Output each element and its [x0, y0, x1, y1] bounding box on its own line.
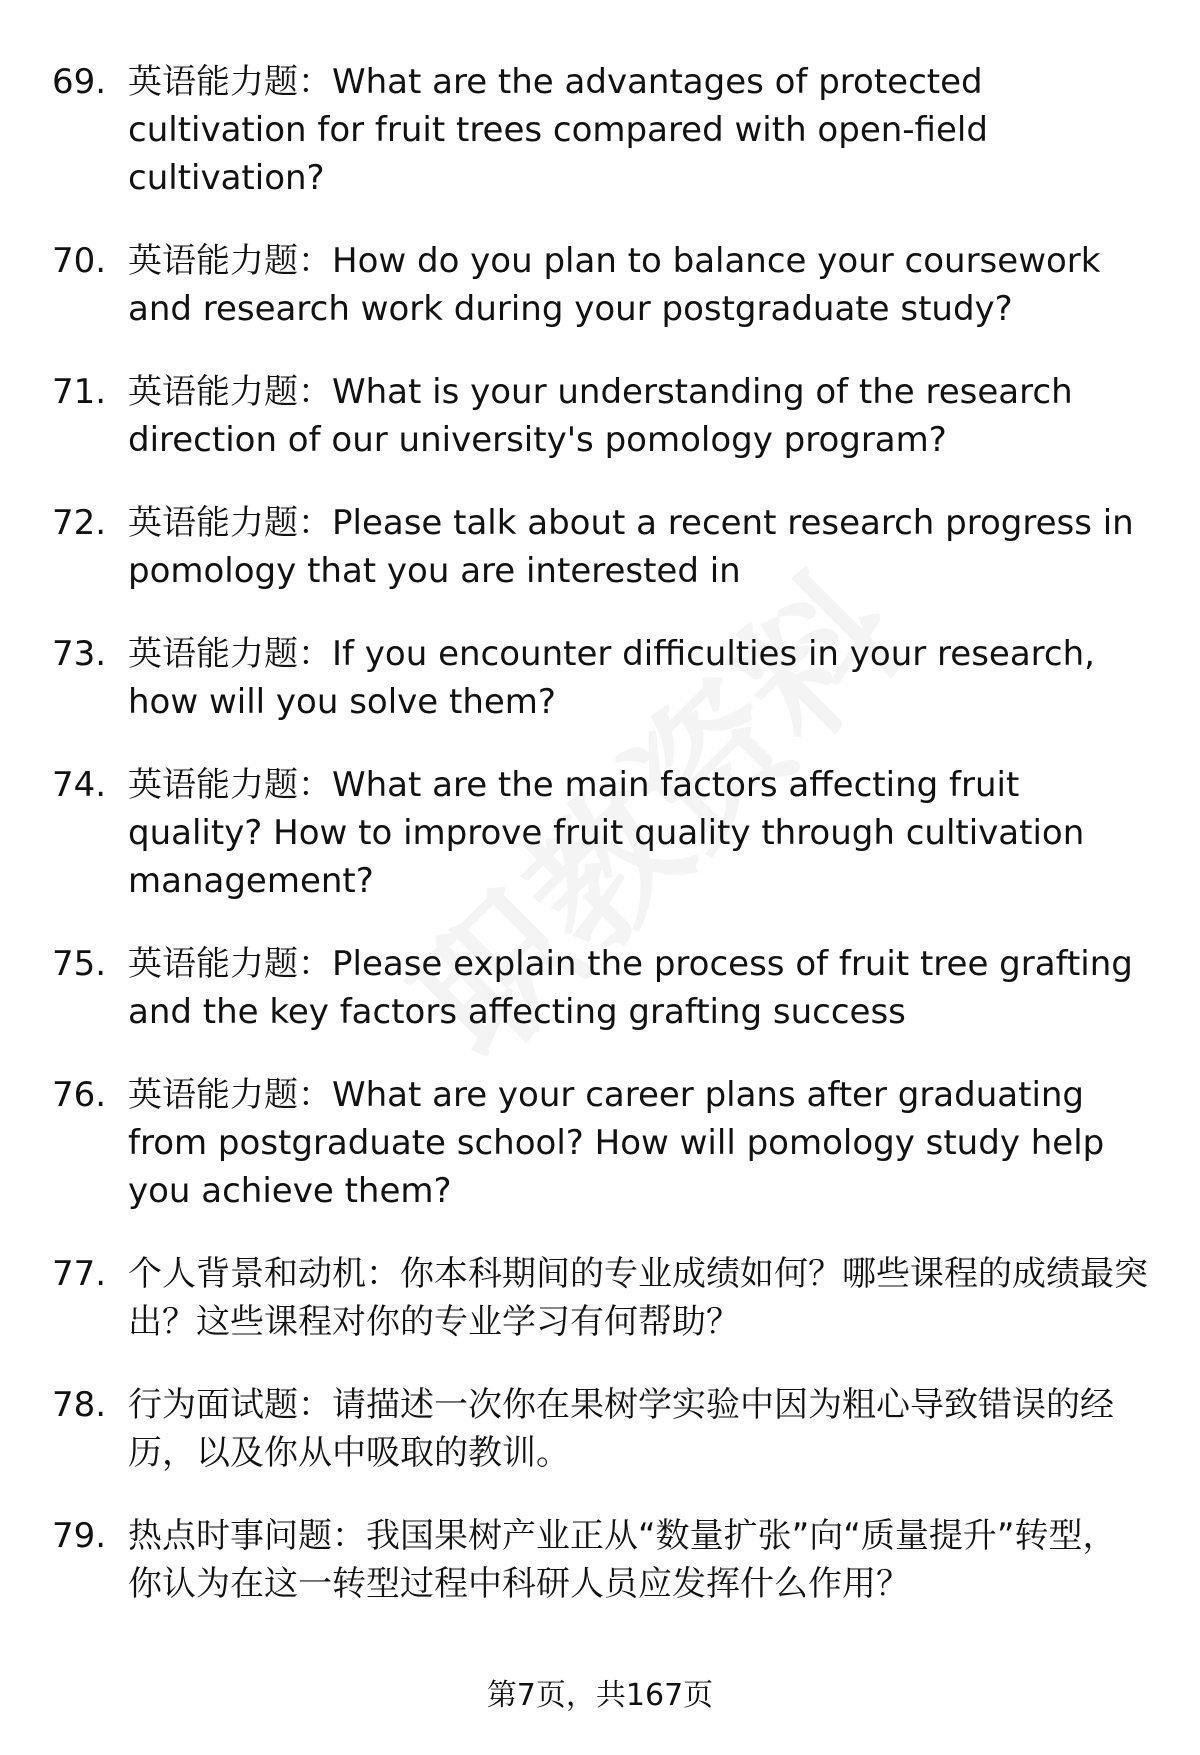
question-text: 英语能力题：What is your understanding of the research direction of our university's pomology program? [128, 372, 1073, 460]
question-item [52, 368, 1152, 464]
question-number: 79. [52, 1516, 107, 1556]
question-number: 71. [52, 372, 107, 412]
question-text: 英语能力题：What are the advantages of protected cultivation for fruit trees compared with open-field cultivation? [128, 62, 988, 198]
question-text: 个人背景和动机：你本科期间的专业成绩如何？哪些课程的成绩最突出？这些课程对你的专业学习有何帮助？ [128, 1254, 1148, 1342]
question-text: 英语能力题：What are your career plans after graduating from postgraduate school? How will pomology study help you achieve them? [128, 1075, 1105, 1211]
question-number: 74. [52, 765, 107, 805]
question-number: 70. [52, 241, 107, 281]
question-item [52, 237, 1152, 333]
question-text: 英语能力题：Please explain the process of fruit tree grafting and the key factors affecting grafting success [128, 944, 1133, 1032]
question-item [52, 499, 1152, 595]
question-number: 69. [52, 62, 107, 102]
question-text: 英语能力题：What are the main factors affecting fruit quality? How to improve fruit quality through cultivation management? [128, 765, 1085, 901]
question-text: 英语能力题：If you encounter difficulties in your research, how will you solve them? [128, 634, 1095, 722]
question-number: 78. [52, 1385, 107, 1425]
question-item [52, 630, 1152, 726]
question-item [52, 1250, 1152, 1346]
question-item [52, 761, 1152, 905]
question-item [52, 1071, 1152, 1215]
page-footer: 第7页，共167页 [486, 1678, 714, 1713]
question-item [52, 1512, 1152, 1608]
question-text: 行为面试题：请描述一次你在果树学实验中因为粗心导致错误的经历，以及你从中吸取的教训。 [128, 1385, 1114, 1473]
question-item [52, 58, 1152, 202]
question-number: 76. [52, 1075, 107, 1115]
question-number: 77. [52, 1254, 107, 1294]
question-number: 73. [52, 634, 107, 674]
question-text: 英语能力题：How do you plan to balance your coursework and research work during your postgraduate study? [128, 241, 1101, 329]
question-number: 72. [52, 503, 107, 543]
question-number: 75. [52, 944, 107, 984]
question-item [52, 940, 1152, 1036]
question-item [52, 1381, 1152, 1477]
question-text: 英语能力题：Please talk about a recent research progress in pomology that you are interested in [128, 503, 1134, 591]
question-text: 热点时事问题：我国果树产业正从“数量扩张”向“质量提升”转型，你认为在这一转型过程中科研人员应发挥什么作用？ [128, 1516, 1117, 1604]
question-list [52, 58, 1152, 1643]
